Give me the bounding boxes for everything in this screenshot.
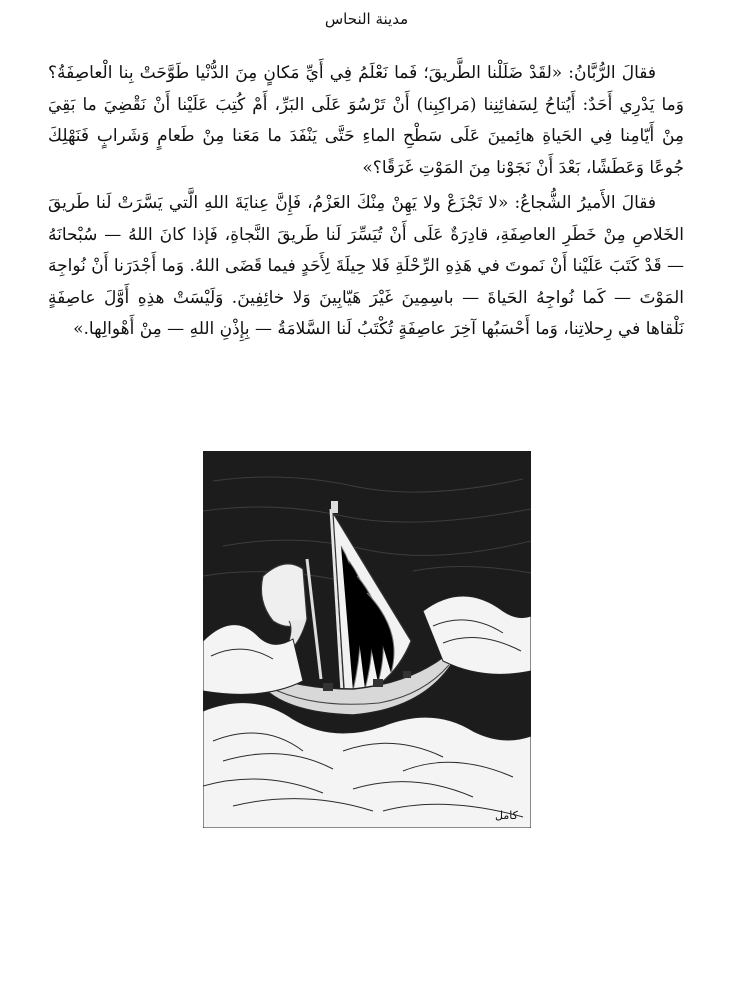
ship-in-storm-illustration xyxy=(203,451,531,828)
running-header: مدينة النحاس xyxy=(324,10,409,28)
artist-signature: كامل xyxy=(495,809,518,822)
paragraph-prince: فقالَ الأَميرُ الشُّجاعُ: «لا تَجْزَعْ ولا يَهِنْ مِنْكَ العَزْمُ، فَإِنَّ عِنايَةَ اللهِ الَّتي يَسَّرَتْ لَنا طَريقَ الخَلاصِ مِنْ خَطَرِ العاصِفَةِ، قادِرَةٌ عَلَى أَنْ تُيَسِّرَ لَنا طَريقَ النَّجاةِ، فَإذا كانَ اللهُ — سُبْحانَهُ — قَدْ كَتَبَ عَلَيْنا أَنْ نَموتَ في هَذِهِ الرِّحْلَةِ فَلا حِيلَةَ لِأَحَدٍ فيما قَضَى اللهُ. وَما أَجْدَرَنا أَنْ نُواجِهَ المَوْتَ — كَما نُواجِهُ الحَياةَ — باسِمِينَ غَيْرَ هَيّابِينَ وَلا خائِفِينَ. وَلَيْسَتْ هذِهِ أَوَّلَ عاصِفَةٍ نَلْقاها في رِحلاتِنا، وَما أَحْسَبُها آخِرَ عاصِفَةٍ تُكْتَبُ لَنا السَّلامَةُ — بِإِذْنِ اللهِ — مِنْ أَهْوالِها.» xyxy=(48,193,684,339)
paragraph-captain: فقالَ الرُّبَّانُ: «لقَدْ ضَلَلْنا الطَّريقَ؛ فَما نَعْلَمُ فِي أَيِّ مَكانٍ مِنَ الدُّنْيا طَوَّحَتْ بِنا الْعاصِفَةُ؟ وَما يَدْرِي أَحَدٌ: أَيُتاحُ لِسَفائِنِنا (مَراكِبِنا) أَنْ تَرْسُوَ عَلَى البَرِّ، أَمْ كُتِبَ عَلَيْنا أَنْ نَقْضِيَ ما بَقِيَ مِنْ أَيّامِنا فِي الحَياةِ هائِمينَ عَلَى سَطْحِ الماءِ حَتَّى يَنْفَدَ ما مَعَنا مِنْ طَعامٍ وَشَرابٍ فَنَهْلِكَ جُوعًا وَعَطَشًا، بَعْدَ أَنْ نَجَوْنا مِنَ المَوْتِ غَرَقًا؟» xyxy=(48,63,684,178)
story-text xyxy=(48,58,684,350)
